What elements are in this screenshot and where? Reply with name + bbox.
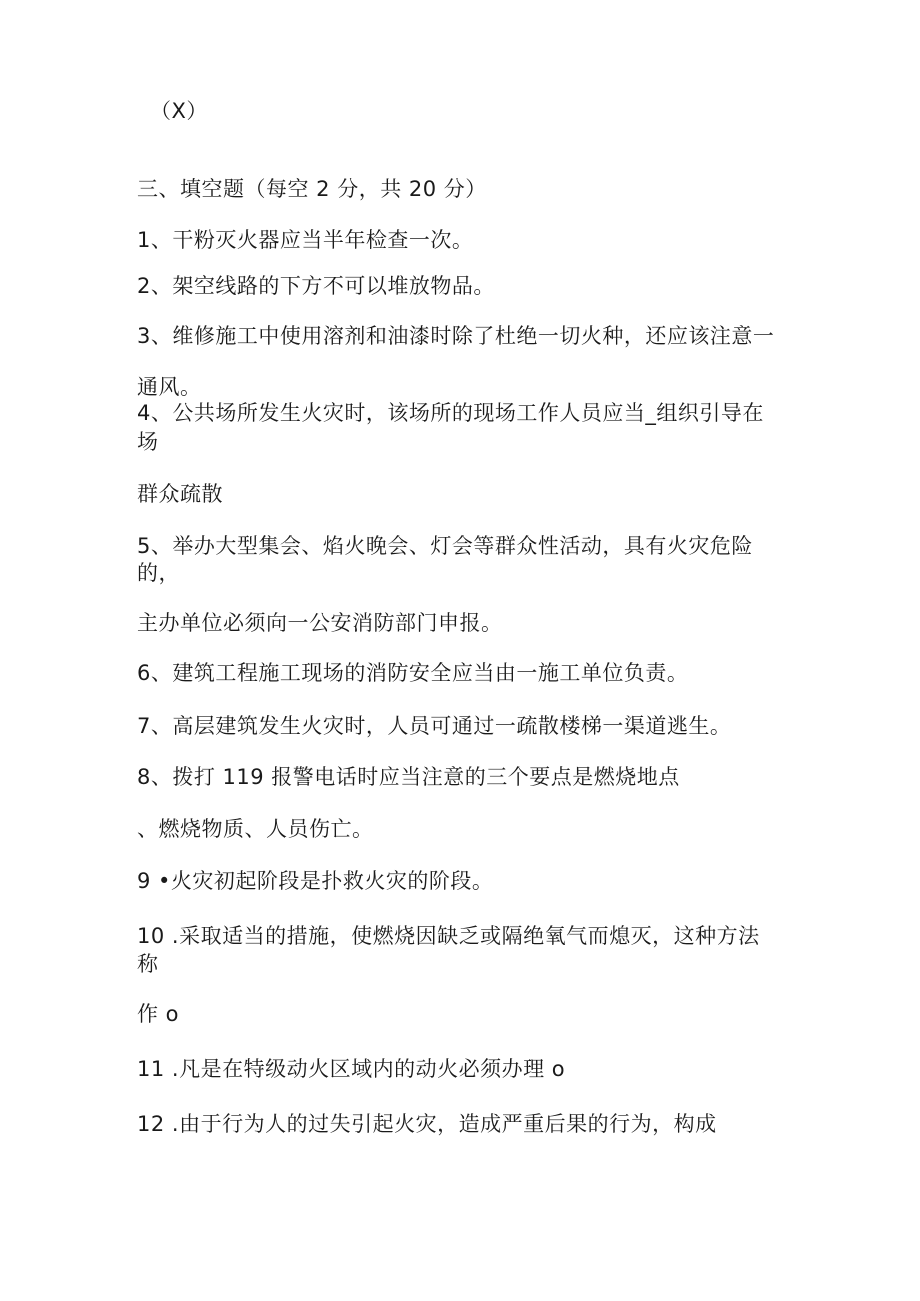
question-11: 11 .凡是在特级动火区域内的动火必须办理 o xyxy=(137,1057,566,1081)
question-4-cont: 场 xyxy=(137,430,159,454)
question-12: 12 .由于行为人的过失引起火灾，造成严重后果的行为，构成 xyxy=(137,1112,717,1136)
question-5: 5、举办大型集会、焰火晚会、灯会等群众性活动，具有火灾危险 xyxy=(137,534,753,558)
question-8: 8、拨打 119 报警电话时应当注意的三个要点是燃烧地点 xyxy=(137,765,680,789)
question-3: 3、维修施工中使用溶剂和油漆时除了杜绝一切火种，还应该注意一 xyxy=(137,324,775,348)
question-3-cont: 通风。 xyxy=(137,375,202,399)
question-4: 4、公共场所发生火灾时，该场所的现场工作人员应当_组织引导在 xyxy=(137,401,764,425)
question-5-cont: 的， xyxy=(137,561,180,585)
question-5-cont-2: 主办单位必须向一公安消防部门申报。 xyxy=(137,611,503,635)
question-1: 1、干粉灭火器应当半年检查一次。 xyxy=(137,228,474,252)
question-10-cont: 称 xyxy=(137,952,159,976)
question-8-cont: 、燃烧物质、人员伤亡。 xyxy=(137,817,374,841)
question-10: 10 .采取适当的措施，使燃烧因缺乏或隔绝氧气而熄灭，这种方法 xyxy=(137,924,760,948)
question-6: 6、建筑工程施工现场的消防安全应当由一施工单位负责。 xyxy=(137,661,689,685)
question-7: 7、高层建筑发生火灾时，人员可通过一疏散楼梯一渠道逃生。 xyxy=(137,714,732,738)
question-4-cont-2: 群众疏散 xyxy=(137,482,223,506)
answer-marker: （X） xyxy=(150,99,208,123)
question-10-cont-2: 作 o xyxy=(137,1002,180,1026)
question-9: 9 •火灾初起阶段是扑救火灾的阶段。 xyxy=(137,869,494,893)
question-2: 2、架空线路的下方不可以堆放物品。 xyxy=(137,274,495,298)
section-heading: 三、填空题（每空 2 分，共 20 分） xyxy=(137,177,487,201)
